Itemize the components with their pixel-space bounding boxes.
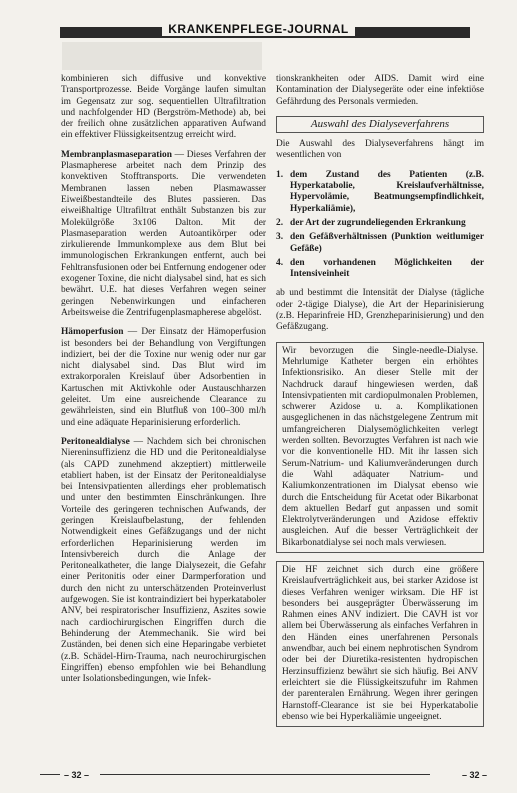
boxed-paragraph-single-needle: Wir bevorzugen die Single-needle-Dialyse. Mehrlumige Katheter bergen ein erhöhtes Infektionsrisiko. An dieser Stelle mit der Nachdruck darauf hingewiesen werden, daß Intensivpatienten mit cardiopulmonalen Problemen, schwerer Azidose u. a. Komplikationen ausgeglichenen in das nächstgelegene Zentrum mit umfangreicheren Dialysemöglichkeiten verlegt werden sollten. Bevorzugtes Verfahren ist nach wie vor die konventionelle HD. Mit ihr lassen sich Serum-Natrium- und Kaliumveränderungen durch die Wahl adäquater Natrium- und Kaliumkonzentrationen im Dialysat ebenso wie durch die Entscheidung für Acetat oder Bikarbonat dem aktuellen Bedarf gut anpassen und somit Elektrolytveränderungen und Azidose effektiv ausgleichen. Auf die besser Verträglichkeit der Bikarbonatdialyse sei noch mals verwiesen. — [276, 342, 484, 553]
footer-rule — [100, 774, 430, 775]
journal-title: KRANKENPFLEGE-JOURNAL — [0, 22, 517, 36]
page-number-left: – 32 – — [64, 770, 90, 780]
page-number-right: – 32 – — [461, 770, 487, 780]
paragraph-intensity: ab und bestimmt die Intensität der Dialyse (tägliche oder 2-tägige Dialyse), die Art der Heparinisierung (z.B. Heparinfreie HD, Grenzheparinisierung) und den Gefäßzugang. — [276, 288, 484, 333]
criteria-list — [276, 170, 484, 281]
list-item: 4. den vorhandenen Möglichkeiten der Intensiveinheit — [276, 257, 484, 280]
list-item: 1. dem Zustand des Patienten (z.B. Hyperkatabolie, Kreislaufverhältnisse, Hypervolämie, Beatmungsempfindlichkeit, Hyperkaliämie), — [276, 169, 484, 214]
paragraph-selection-intro: Die Auswahl des Dialyseverfahrens hängt im wesentlichen von — [276, 139, 484, 161]
paragraph-haemoperfusion: Hämoperfusion — Der Einsatz der Hämoperfusion ist besonders bei der Behandlung von Vergiftungen indiziert, bei der die Toxine nur wenig oder nur gar nicht dialysabel sind. Das Blut wird im extrakorporalen Kreislauf über Adsorbentien in Kartuschen mit Aktivkohle oder Austauschharzen geleitet. Um eine ausreichende Clearance zu gewährleisten, sind ein Blutfluß von 100–300 ml/h und eine adäquate Heparinisierung erforderlich. — [61, 327, 266, 428]
faded-print-area — [62, 42, 262, 70]
boxed-paragraph-hf: Die HF zeichnet sich durch eine größere Kreislaufverträglichkeit aus, bei starker Azidose ist dieses Verfahren weniger wirksam. Die HF ist besonders bei ausgeprägter Überwässerung im Rahmen eines ANV indiziert. Die CAVH ist vor allem bei Überwässerung als einfaches Verfahren in den Händen eines unerfahrenen Personals anwendbar, auch bei einem nephrotischen Syndrom oder bei der Diuretika-resistenten hydropischen Herzinsuffizienz bewährt sie sich häufig. Bei ANV erleichtert sie die Flüssigkeitszufuhr im Rahmen der parenteralen Ernährung. Wegen ihrer geringen Harnstoff-Clearance ist sie bei Hyperkatabolie ebenso wie bei Hyperkaliämie ungeeignet. — [276, 561, 484, 727]
paragraph-peritonealdialyse: Peritonealdialyse — Nachdem sich bei chronischen Niereninsuffizienz die HD und die Peritonealdialyse (als CAPD zunehmend akzeptiert) mittlerweile etabliert haben, ist der Einsatz der Peritonealdialyse bei Intensivpatienten allerdings eher problematisch und unter den bestimmten Einschränkungen. Ihre Vorteile des geringeren technischen Aufwands, der geringen Kreislaufbelastung, der fehlenden Notwendigkeit eines Gefäßzugangs und der nicht erforderlichen Heparinisierung werden im Intensivbereich durch die Anlage der Peritonealkatheter, die lange Dialysezeit, die Gefahr einer Peritonitis oder einer Darmperforation und durch den nicht zu unterschätzenden Proteinverlust aufgewogen. Sie ist kontraindiziert bei hyperkataboler ANV, bei respiratorischer Insuffizienz, Aszites sowie nach cardiochirurgischen Eingriffen durch die Behinderung der Atemmechanik. Sie wird bei Zuständen, bei denen sich eine Heparingabe verbietet (z.B. Schädel-Hirn-Trauma, nach neurochirurgischen Eingriffen) ebenso empfohlen wie bei Behandlung unter Isolationsbedingungen, wie Infek- — [61, 436, 266, 685]
paragraph-membranplasmaseparation: Membranplasmaseparation — Dieses Verfahren der Plasmapherese arbeitet nach dem Prinzip des konvektiven Stofftransports. Die verwendeten Membranen lassen neben Plasmawasser Eiweißbestandteile des Blutes passieren. Das eiweißhaltige Ultrafiltrat enthält Substanzen bis zur Molekülgröße 3x106 Dalton. Mit der Plasmaseparation werden Autoantikörper oder zirkulierende Immunkomplexe aus dem Blut bei immunologischen Erkrankungen entfernt, auch bei Fehltransfusionen oder bei Entfernung endogener oder exogener Toxine, die nicht dialysabel sind, hat es sich bewährt. U.E. hat dieses Verfahren wegen seiner geringen Nebenwirkungen und einfacheren Arbeitsweise die Zentrifugenplasmapherese abgelöst. — [61, 149, 266, 318]
list-item: 3. den Gefäßverhältnissen (Punktion weitlumiger Gefäße) — [276, 232, 484, 254]
paragraph-intro: kombinieren sich diffusive und konvektive Transportprozesse. Beide Vorgänge laufen simultan im Gegensatz zur sog. sequentiellen Ultrafiltration und nachfolgender HD (Bergström-Methode) ab, bei der freilich ohne zusätzlichen apparativen Aufwand ein effektiver Flüssigkeitsentzug erreicht wird. — [61, 74, 266, 141]
list-item: 2. der Art der zugrundeliegenden Erkrankung — [276, 217, 466, 228]
right-column — [276, 74, 484, 735]
footer-rule-left — [40, 774, 60, 775]
paragraph-continuation: tionskrankheiten oder AIDS. Damit wird eine Kontamination der Dialysegeräte oder eine infektiöse Gefährdung des Personals vermieden. — [276, 74, 484, 107]
left-column — [61, 74, 266, 693]
section-heading: Auswahl des Dialyseverfahrens — [276, 116, 484, 133]
